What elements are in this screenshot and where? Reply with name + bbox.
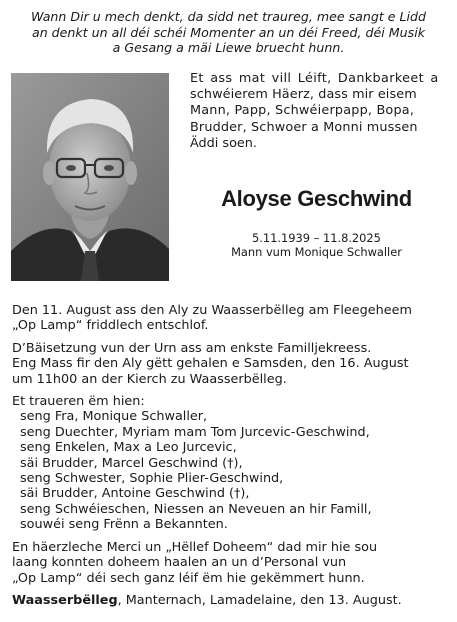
- deceased-name: Aloyse Geschwind: [221, 186, 412, 211]
- mourners-heading: Et traueren ëm hien:: [12, 394, 145, 410]
- text-line: Eng Mass fir den Aly gëtt gehalen e Samsden, den 16. August: [12, 356, 409, 372]
- portrait-photo: [11, 73, 169, 281]
- mourner-item: seng Schwester, Sophie Plier-Geschwind,: [20, 471, 284, 487]
- intro-text: [190, 71, 443, 152]
- mourner-item: säi Brudder, Antoine Geschwind (†),: [20, 486, 250, 502]
- thanks-paragraph: [12, 540, 448, 586]
- opening-poem: [6, 9, 451, 56]
- text-line: „Op Lamp“ déi sech ganz léif ëm hie gekëmmert hunn.: [12, 570, 365, 586]
- text-line: um 11h00 an der Kierch zu Waasserbëlleg.: [12, 371, 287, 387]
- poem-line: an denkt un all déi schéi Momenter an un déi Freed, déi Musik: [31, 24, 426, 40]
- notice-body: [12, 303, 448, 615]
- text-line: Den 11. August ass den Aly zu Waasserbëlleg am Fleegeheem: [12, 303, 412, 318]
- mourner-item: säi Brudder, Marcel Geschwind (†),: [20, 455, 243, 471]
- mourners-paragraph: [12, 394, 448, 533]
- intro-line: Äddi soen.: [190, 135, 257, 151]
- mourner-item: seng Enkelen, Max a Leo Jurcevic,: [20, 440, 237, 456]
- mourner-item: seng Fra, Monique Schwaller,: [20, 409, 208, 425]
- mourner-item: seng Duechter, Myriam mam Tom Jurcevic-Geschwind,: [20, 424, 370, 440]
- closing-place: Waasserbëlleg: [12, 592, 118, 608]
- mourner-item: seng Schwéieschen, Niessen an Neveuen an hir Famill,: [20, 501, 372, 517]
- poem-line: Wann Dir u mech denkt, da sidd net traureg, mee sangt e Lidd: [30, 9, 427, 24]
- closing-line: [12, 593, 448, 608]
- text-line: laang konnten doheem haalen an un d’Personal vun: [12, 555, 347, 571]
- closing-rest: , Manternach, Lamadelaine, den 13. August.: [117, 592, 402, 608]
- poem-line: a Gesang a mäi Liewe bruecht hunn.: [112, 40, 345, 55]
- mourner-item: souwéi seng Frënn a Bekannten.: [20, 517, 228, 533]
- intro-line: Mann, Papp, Schwéierpapp, Bopa,: [190, 103, 415, 119]
- life-dates: 5.11.1939 – 11.8.2025: [252, 231, 381, 245]
- life-dates-block: [190, 232, 443, 259]
- text-line: En häerzleche Merci un „Hëllef Doheem“ dad mir hie sou: [12, 539, 378, 555]
- funeral-paragraph: [12, 341, 448, 387]
- spouse-line: Mann vum Monique Schwaller: [231, 244, 402, 259]
- passing-paragraph: [12, 303, 448, 334]
- intro-line: Brudder, Schwoer a Monni mussen: [190, 119, 418, 135]
- text-line: D’Bäisetzung vun der Urn ass am enkste Familljekreess.: [12, 340, 372, 356]
- intro-line: Et ass mat vill Léift, Dankbarkeet a: [190, 71, 439, 86]
- intro-line: schwéierem Häerz, dass mir eisem: [190, 87, 417, 103]
- text-line: „Op Lamp“ friddlech entschlof.: [12, 318, 209, 334]
